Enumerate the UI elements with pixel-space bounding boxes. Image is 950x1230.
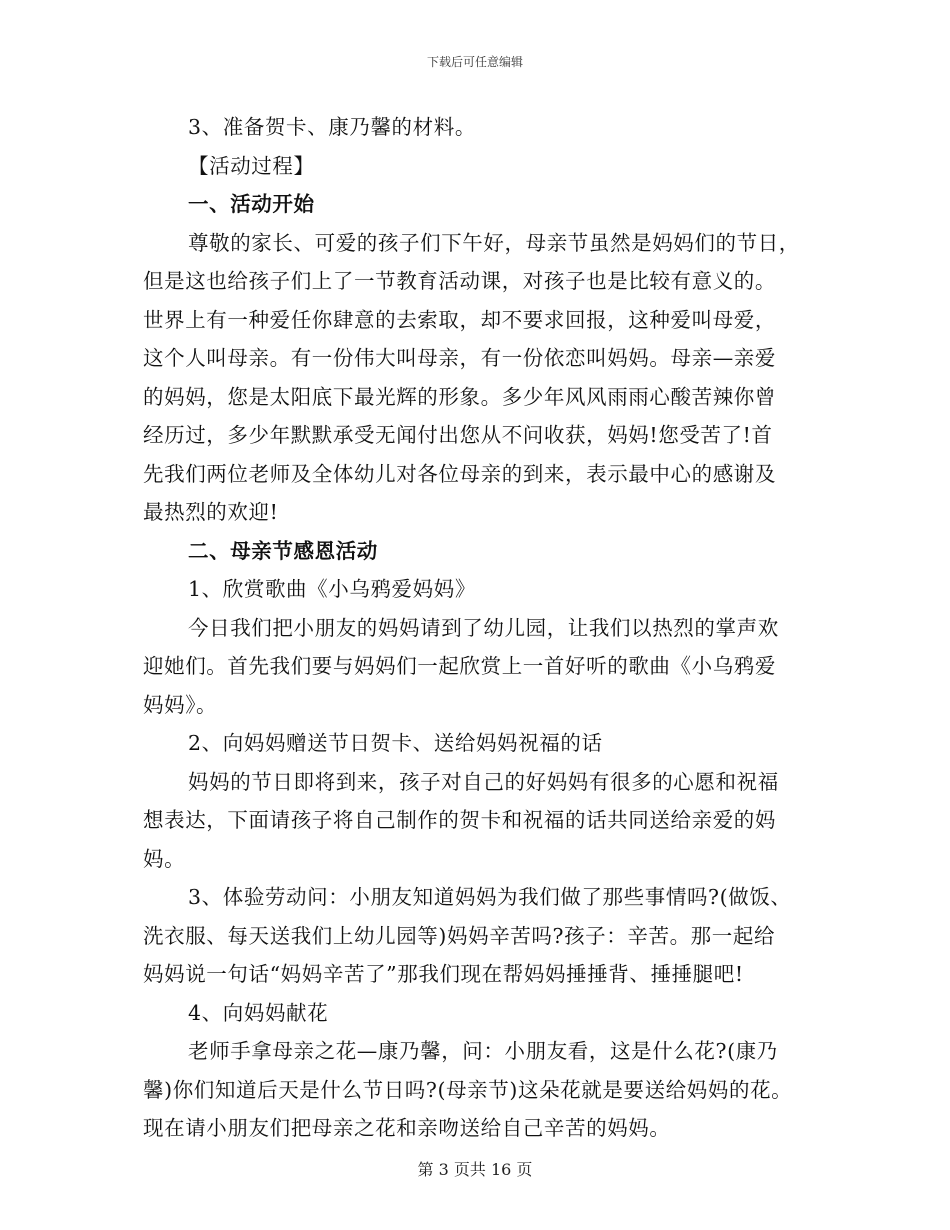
- page-header: 下载后可任意编辑: [426, 55, 523, 69]
- text-line: 世界上有一种爱任你肆意的去索取，却不要求回报，这种爱叫母爱，: [143, 307, 776, 332]
- section-heading: 二、母亲节感恩活动: [188, 538, 378, 563]
- text-line: 3、准备贺卡、康乃馨的材料。: [188, 115, 476, 139]
- text-line: 馨)你们知道后天是什么节日吗?(母亲节)这朵花就是要送给妈妈的花。: [143, 1077, 793, 1102]
- section-heading: 一、活动开始: [188, 192, 315, 216]
- text-line: 尊敬的家长、可爱的孩子们下午好，母亲节虽然是妈妈们的节日，: [188, 230, 800, 255]
- text-line: 但是这也给孩子们上了一节教育活动课，对孩子也是比较有意义的。: [143, 269, 776, 293]
- text-line: 先我们两位老师及全体幼儿对各位母亲的到来，表示最中心的感谢及: [143, 461, 776, 486]
- text-line: 今日我们把小朋友的妈妈请到了幼儿园，让我们以热烈的掌声欢: [188, 615, 779, 640]
- text-line: 2、向妈妈赠送节日贺卡、送给妈妈祝福的话: [188, 731, 603, 755]
- text-line: 4、向妈妈献花: [188, 1000, 329, 1025]
- text-line: 妈妈的节日即将到来，孩子对自己的好妈妈有很多的心愿和祝福: [188, 769, 779, 794]
- text-line: 的妈妈，您是太阳底下最光辉的形象。多少年风风雨雨心酸苦辣你曾: [143, 384, 776, 409]
- text-line: 经历过，多少年默默承受无闻付出您从不问收获，妈妈!您受苦了!首: [143, 423, 773, 447]
- text-line: 老师手拿母亲之花—康乃馨，问：小朋友看，这是什么花?(康乃: [188, 1039, 778, 1063]
- text-line: 最热烈的欢迎!: [143, 500, 279, 524]
- text-line: 想表达，下面请孩子将自己制作的贺卡和祝福的话共同送给亲爱的妈: [143, 808, 776, 832]
- text-line: 妈妈说一句话“妈妈辛苦了”那我们现在帮妈妈捶捶背、捶捶腿吧!: [143, 962, 744, 986]
- text-line: 现在请小朋友们把母亲之花和亲吻送给自己辛苦的妈妈。: [143, 1116, 671, 1140]
- text-line: 妈。: [143, 846, 186, 871]
- text-line: 妈妈》。: [143, 692, 218, 717]
- text-line: 这个人叫母亲。有一份伟大叫母亲，有一份依恋叫妈妈。母亲—亲爱: [143, 346, 776, 370]
- text-line: 1、欣赏歌曲《小乌鸦爱妈妈》: [188, 577, 476, 601]
- document-body: [143, 108, 815, 1148]
- text-line: 洗衣服、每天送我们上幼儿园等)妈妈辛苦吗?孩子：辛苦。那一起给: [143, 923, 776, 948]
- text-line: 迎她们。首先我们要与妈妈们一起欣赏上一首好听的歌曲《小乌鸦爱: [143, 654, 776, 678]
- text-line: 【活动过程】: [188, 153, 315, 178]
- page-footer: 第 3 页共 16 页: [417, 1160, 533, 1179]
- text-line: 3、体验劳动问：小朋友知道妈妈为我们做了那些事情吗?(做饭、: [188, 885, 792, 909]
